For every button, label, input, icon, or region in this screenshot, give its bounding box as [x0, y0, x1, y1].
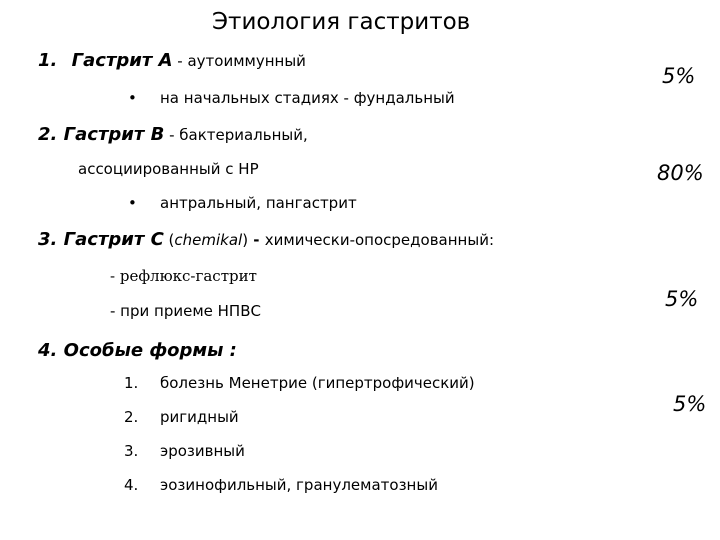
section-3-heading — [38, 229, 494, 250]
section-1-name: Гастрит А — [71, 50, 173, 71]
section-1-desc: - аутоиммунный — [172, 52, 306, 70]
section-1-percent: 5% — [662, 64, 696, 88]
section-3-item-1: - рефлюкс-гастрит — [110, 267, 257, 285]
section-2-percent: 80% — [657, 161, 704, 185]
section-3-paren-close: ) — [242, 231, 249, 249]
section-3-paren-open: ( — [163, 231, 175, 249]
section-3-dash: - — [248, 231, 265, 249]
section-2-name: Гастрит В — [63, 124, 165, 145]
section-1-bullet-dot: • — [128, 89, 137, 107]
section-3-paren-word: chemikal — [174, 231, 243, 249]
section-2-desc: - бактериальный, — [164, 126, 308, 144]
section-4-name: Особые формы : — [63, 340, 237, 361]
section-4-item-3: эрозивный — [160, 442, 245, 460]
section-3-desc: химически-опосредованный: — [264, 231, 494, 249]
page-title: Этиология гастритов — [212, 9, 471, 35]
section-3-percent: 5% — [665, 287, 699, 311]
section-1-heading — [38, 50, 306, 71]
section-1-number: 1. — [38, 50, 58, 71]
section-4-item-1-num: 1. — [124, 374, 139, 392]
section-4-item-4-num: 4. — [124, 476, 139, 494]
section-4-item-2-num: 2. — [124, 408, 139, 426]
section-4-item-4: эозинофильный, гранулематозный — [160, 476, 438, 494]
section-4-item-2: ригидный — [160, 408, 239, 426]
section-4-heading — [38, 340, 237, 361]
section-4-item-3-num: 3. — [124, 442, 139, 460]
section-2-desc-line2: ассоциированный с НР — [78, 160, 259, 178]
section-2-bullet: антральный, пангастрит — [160, 194, 357, 212]
section-1-bullet: на начальных стадиях - фундальный — [160, 89, 455, 107]
section-2-heading — [38, 124, 308, 145]
section-3-item-2: - при приеме НПВС — [110, 302, 261, 320]
section-3-name: Гастрит С — [63, 229, 164, 250]
section-4-percent: 5% — [673, 392, 707, 416]
section-4-number: 4. — [38, 340, 58, 361]
section-2-number: 2. — [38, 124, 58, 145]
section-2-bullet-dot: • — [128, 194, 137, 212]
section-4-item-1: болезнь Менетрие (гипертрофический) — [160, 374, 475, 392]
section-3-number: 3. — [38, 229, 58, 250]
